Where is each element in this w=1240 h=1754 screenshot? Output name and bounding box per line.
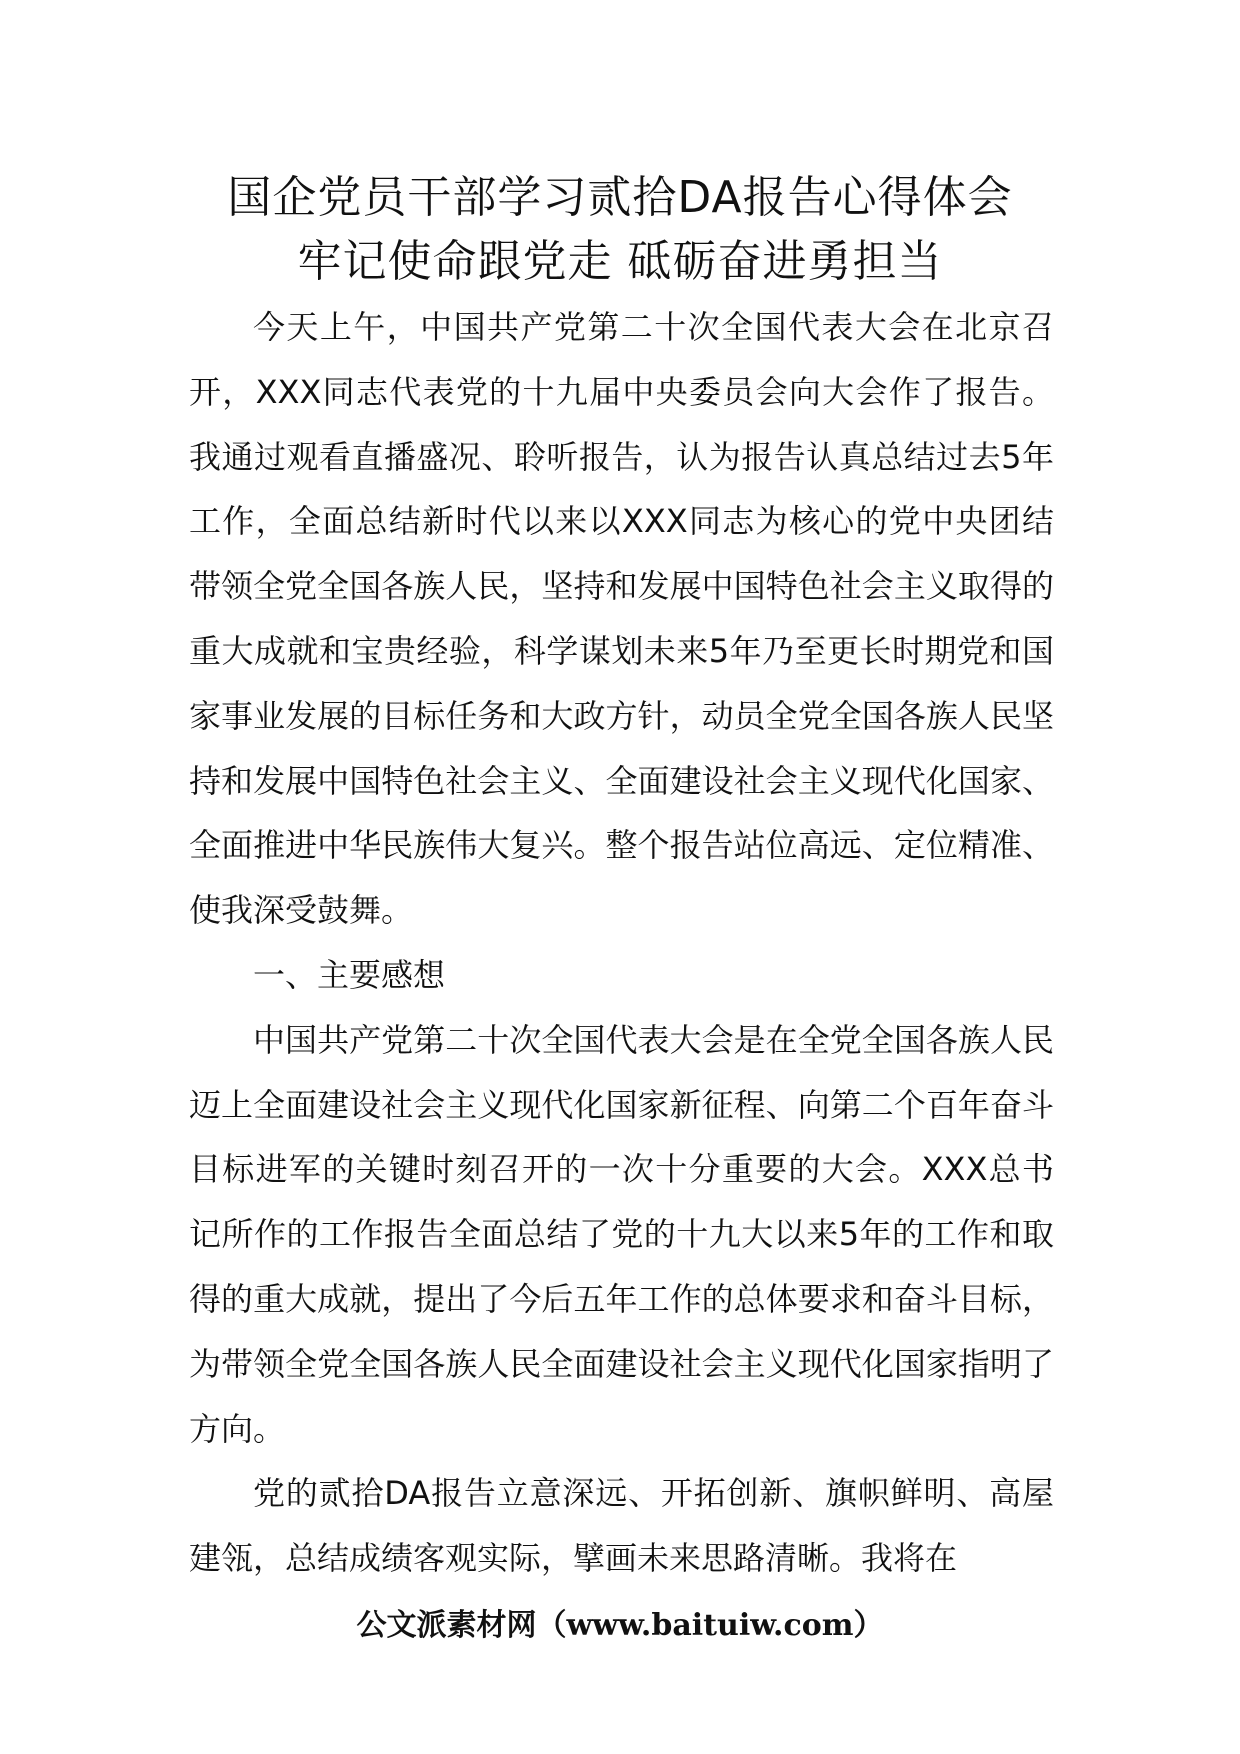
document-subtitle: 牢记使命跟党走 砥砺奋进勇担当: [297, 236, 943, 287]
document-body: [189, 295, 1054, 1591]
paragraph-report: 党的贰拾DA报告立意深远、开拓创新、旗帜鲜明、高屋建瓴，总结成绩客观实际，擘画未来思路清晰。我将在: [189, 1474, 1054, 1578]
document-title: 国企党员干部学习贰拾DA报告心得体会: [227, 172, 1013, 223]
section-heading: 一、主要感想: [253, 955, 446, 994]
paragraph-congress: 中国共产党第二十次全国代表大会是在全党全国各族人民迈上全面建设社会主义现代化国家新征程、向第二个百年奋斗目标进军的关键时刻召开的一次十分重要的大会。XXX总书记所作的工作报告全面总结了党的十九大以来5年的工作和取得的重大成就，提出了今后五年工作的总体要求和奋斗目标，为带领全党全国各族人民全面建设社会主义现代化国家指明了方向。: [189, 1020, 1054, 1448]
footer-watermark: 公文派素材网（www.baituiw.com）: [356, 1608, 884, 1643]
paragraph-intro: 今天上午，中国共产党第二十次全国代表大会在北京召开，XXX同志代表党的十九届中央委员会向大会作了报告。我通过观看直播盛况、聆听报告，认为报告认真总结过去5年工作，全面总结新时代以来以XXX同志为核心的党中央团结带领全党全国各族人民，坚持和发展中国特色社会主义取得的重大成就和宝贵经验，科学谋划未来5年乃至更长时期党和国家事业发展的目标任务和大政方针，动员全党全国各族人民坚持和发展中国特色社会主义、全面建设社会主义现代化国家、全面推进中华民族伟大复兴。整个报告站位高远、定位精准、使我深受鼓舞。: [189, 308, 1054, 930]
